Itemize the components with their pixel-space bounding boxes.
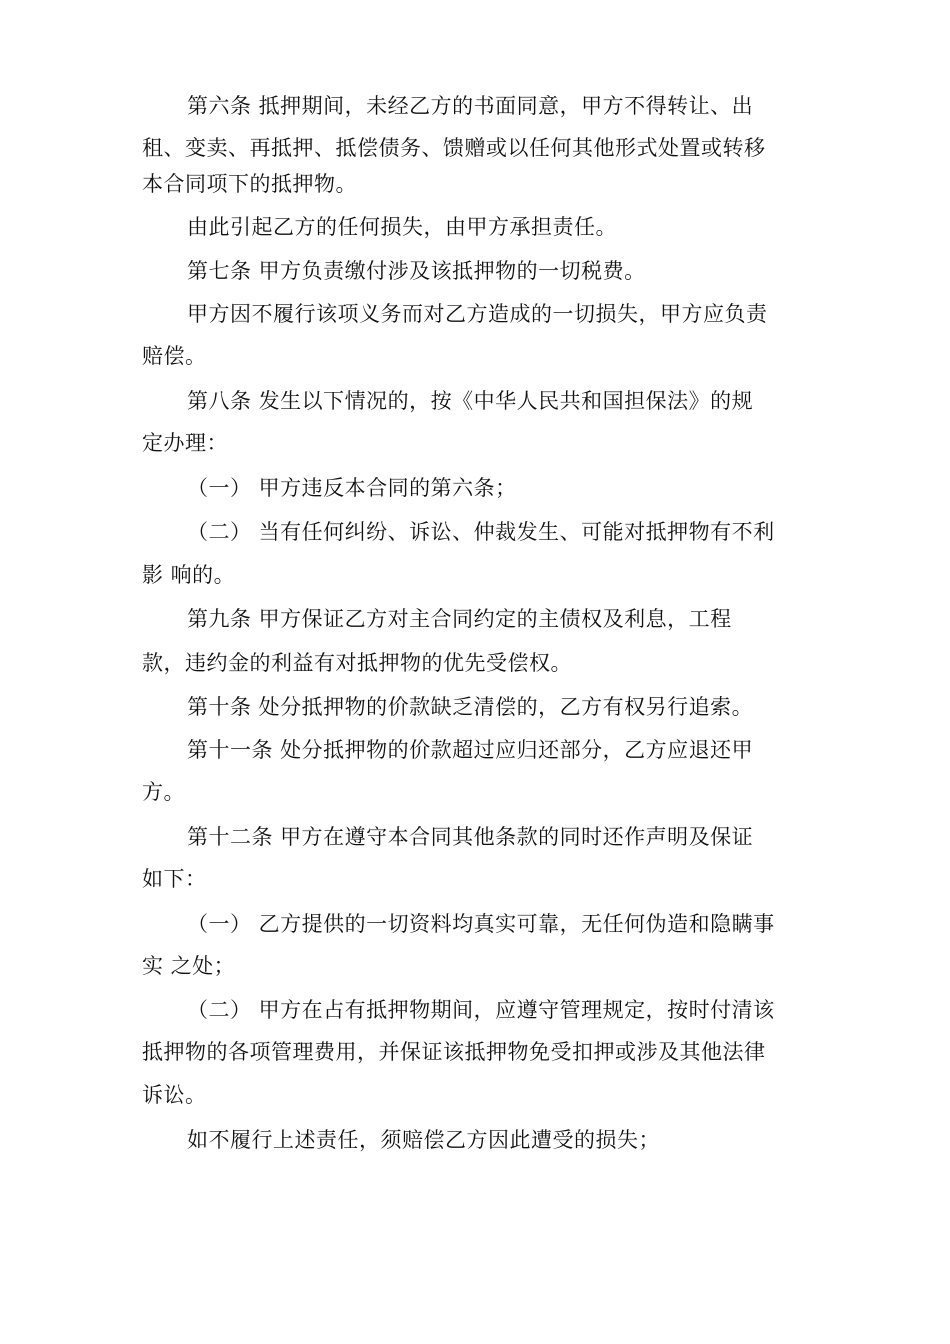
article-12-item-2-line-1: （二） 甲方在占有抵押物期间，应遵守管理规定，按时付清该 [187, 998, 775, 1022]
article-9-line-2: 款，违约金的利益有对抵押物的优先受偿权。 [142, 651, 572, 675]
article-12-item-1-line-1: （一） 乙方提供的一切资料均真实可靠，无任何伪造和隐瞒事 [187, 912, 775, 936]
final-liability-line: 如不履行上述责任，须赔偿乙方因此遭受的损失； [187, 1128, 660, 1152]
article-8-item-2-line-1: （二） 当有任何纠纷、诉讼、仲裁发生、可能对抵押物有不利 [187, 520, 775, 544]
article-12-line-2: 如下： [142, 867, 207, 891]
article-12-item-2-line-2: 抵押物的各项管理费用，并保证该抵押物免受扣押或涉及其他法律 [142, 1040, 766, 1064]
article-12-line-1: 第十二条 甲方在遵守本合同其他条款的同时还作声明及保证 [187, 825, 754, 849]
article-8-line-1: 第八条 发生以下情况的，按《中华人民共和国担保法》的规 [187, 389, 754, 413]
article-6-line-1: 第六条 抵押期间，未经乙方的书面同意，甲方不得转让、出 [187, 94, 754, 118]
article-8-item-2-line-2: 影 响的。 [142, 563, 236, 587]
compensation-line-2: 赔偿。 [142, 344, 207, 368]
article-12-item-2-line-3: 诉讼。 [142, 1083, 207, 1107]
article-6-line-3: 本合同项下的抵押物。 [142, 172, 357, 196]
article-7-line: 第七条 甲方负责缴付涉及该抵押物的一切税费。 [187, 259, 646, 283]
article-11-line-2: 方。 [142, 780, 185, 804]
article-12-item-1-line-2: 实 之处； [142, 954, 236, 978]
article-9-line-1: 第九条 甲方保证乙方对主合同约定的主债权及利息，工程 [187, 607, 732, 631]
article-6-line-2: 租、变卖、再抵押、抵偿债务、馈赠或以任何其他形式处置或转移 [142, 136, 766, 160]
article-11-line-1: 第十一条 处分抵押物的价款超过应归还部分，乙方应退还甲 [187, 738, 754, 762]
article-10-line: 第十条 处分抵押物的价款缺乏清偿的，乙方有权另行追索。 [187, 695, 754, 719]
liability-line: 由此引起乙方的任何损失，由甲方承担责任。 [187, 215, 617, 239]
compensation-line-1: 甲方因不履行该项义务而对乙方造成的一切损失，甲方应负责 [187, 302, 768, 326]
article-8-item-1: （一） 甲方违反本合同的第六条； [187, 476, 517, 500]
article-8-line-2: 定办理： [142, 431, 228, 455]
